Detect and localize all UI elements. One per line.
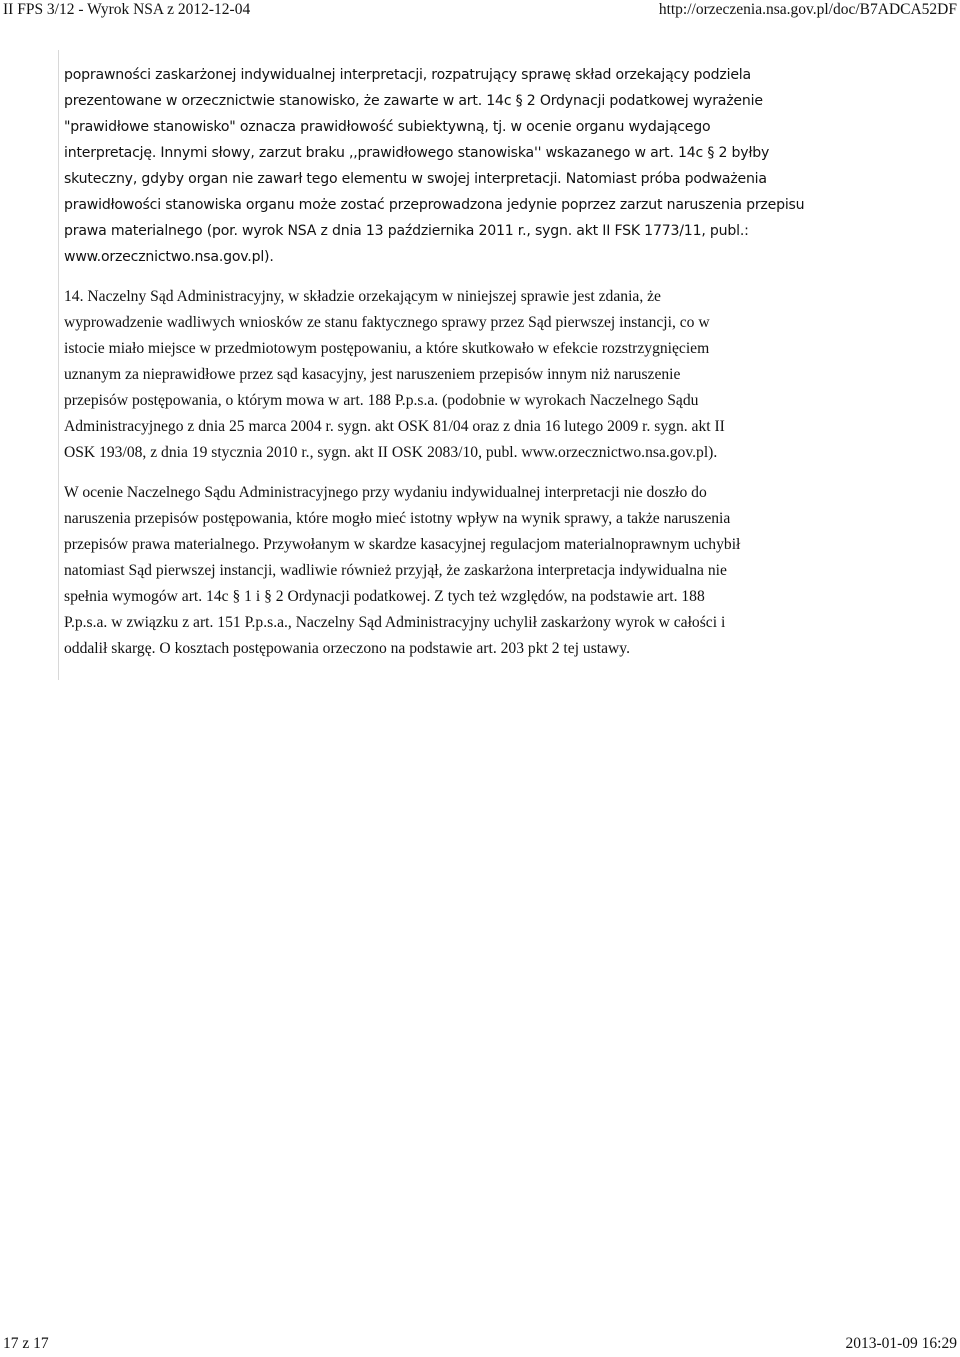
text-line: skuteczny, gdyby organ nie zawarł tego elementu w swojej interpretacji. Natomiast próba podważenia (64, 171, 767, 187)
text-line: interpretację. Innymi słowy, zarzut braku ,,prawidłowego stanowiska'' wskazanego w art. 14c § 2 byłby (64, 145, 770, 161)
text-line: istocie miało miejsce w przedmiotowym postępowaniu, a które skutkowało w efekcie rozstrzygnięciem (64, 340, 710, 357)
text-line: oddalił skargę. O kosztach postępowania orzeczono na podstawie art. 203 pkt 2 tej ustawy. (64, 640, 630, 657)
text-line: OSK 193/08, z dnia 19 stycznia 2010 r., sygn. akt II OSK 2083/10, publ. www.orzecznictwo.nsa.gov.pl). (64, 444, 718, 461)
print-timestamp: 2013-01-09 16:29 (845, 1335, 957, 1352)
text-line: prezentowane w orzecznictwie stanowisko, że zawarte w art. 14c § 2 Ordynacji podatkowej wyrażenie (64, 93, 763, 109)
document-url: http://orzeczenia.nsa.gov.pl/doc/B7ADCA52DF (658, 1, 957, 18)
text-line: przepisów prawa materialnego. Przywołanym w skardze kasacyjnej regulacjom materialnoprawnym uchybił (64, 536, 741, 553)
text-line: spełnia wymogów art. 14c § 1 i § 2 Ordynacji podatkowej. Z tych też względów, na podstawie art. 188 (64, 588, 705, 605)
text-line: wyprowadzenie wadliwych wniosków ze stanu faktycznego sprawy przez Sąd pierwszej instancji, co w (64, 314, 710, 331)
text-line: uznanym za nieprawidłowe przez sąd kasacyjny, jest naruszeniem przepisów innym niż naruszenie (64, 366, 681, 383)
text-line: poprawności zaskarżonej indywidualnej interpretacji, rozpatrujący sprawę skład orzekający podziela (64, 67, 751, 83)
print-header (0, 0, 960, 24)
text-line: www.orzecznictwo.nsa.gov.pl). (64, 249, 274, 265)
text-line: 14. Naczelny Sąd Administracyjny, w składzie orzekającym w niniejszej sprawie jest zdania, że (64, 288, 661, 305)
text-line: P.p.s.a. w związku z art. 151 P.p.s.a., Naczelny Sąd Administracyjny uchylił zaskarżony wyrok w całości i (64, 614, 726, 631)
page-number: 17 z 17 (3, 1335, 49, 1352)
text-line: natomiast Sąd pierwszej instancji, wadliwie również przyjął, że zaskarżona interpretacja indywidualna nie (64, 562, 727, 579)
text-line: naruszenia przepisów postępowania, które mogło mieć istotny wpływ na wynik sprawy, a także naruszenia (64, 510, 731, 527)
text-line: przepisów postępowania, o którym mowa w art. 188 P.p.s.a. (podobnie w wyrokach Naczelnego Sądu (64, 392, 699, 409)
text-line: W ocenie Naczelnego Sądu Administracyjnego przy wydaniu indywidualnej interpretacji nie doszło do (64, 484, 707, 501)
text-line: prawa materialnego (por. wyrok NSA z dnia 13 października 2011 r., sygn. akt II FSK 1773/11, publ.: (64, 223, 749, 239)
text-line: "prawidłowe stanowisko" oznacza prawidłowość subiektywną, tj. w ocenie organu wydającego (64, 119, 711, 135)
text-line: prawidłowości stanowiska organu może zostać przeprowadzona jedynie poprzez zarzut naruszenia przepisu (64, 197, 805, 213)
paragraph-conclusion (64, 480, 944, 662)
document-content (58, 50, 944, 680)
text-line: Administracyjnego z dnia 25 marca 2004 r. sygn. akt OSK 81/04 oraz z dnia 16 lutego 2009 r. sygn. akt II (64, 418, 725, 435)
document-title: II FPS 3/12 - Wyrok NSA z 2012-12-04 (3, 1, 251, 18)
paragraph-14 (64, 284, 944, 466)
print-footer (0, 1333, 960, 1357)
paragraph-interpretation (64, 62, 944, 270)
